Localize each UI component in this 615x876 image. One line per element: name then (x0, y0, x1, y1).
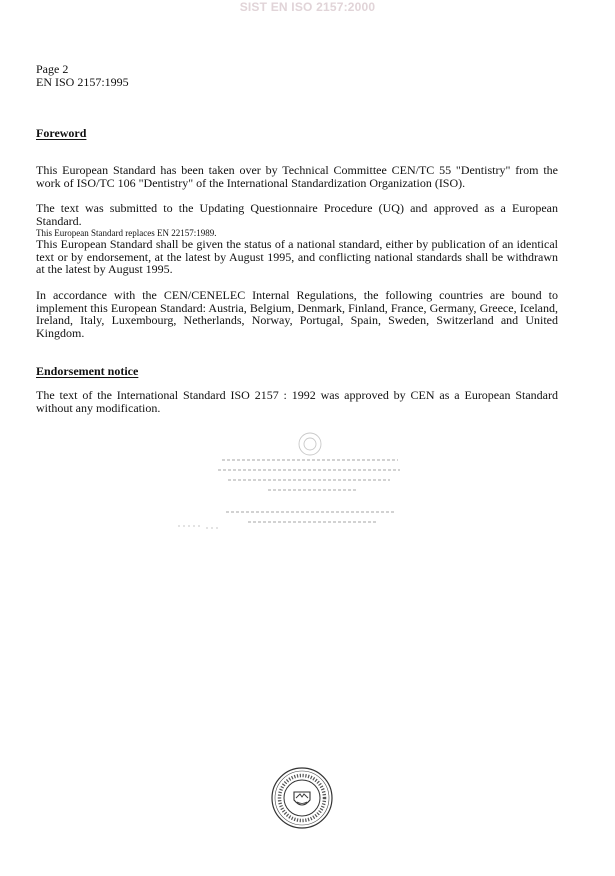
endorsement-heading: Endorsement notice (36, 364, 139, 378)
foreword-paragraph-4: In accordance with the CEN/CENELEC Internal Regulations, the following countries are bound to implement this European Standard: Austria, Belgium, Denmark, Finland, France, Germany, Greece, Iceland, Ireland, Italy, Luxembourg, Netherlands, Norway, Portugal, Spain, Sweden, Switzerland and United Kingdom. (36, 288, 558, 340)
endorsement-paragraph: The text of the International Standard ISO 2157 : 1992 was approved by CEN as a European Standard without any modification. (36, 388, 558, 415)
foreword-paragraph-2: The text was submitted to the Updating Questionnaire Procedure (UQ) and approved as a European Standard. (36, 201, 558, 228)
replaces-note: This European Standard replaces EN 22157:1989. (36, 228, 217, 238)
document-id: EN ISO 2157:1995 (36, 75, 129, 89)
watermark: SIST EN ISO 2157:2000 (239, 0, 376, 14)
foreword-paragraph-1: This European Standard has been taken over by Technical Committee CEN/TC 55 "Dentistry" from the work of ISO/TC 106 "Dentistry" of the International Standardization Organization (ISO). (36, 163, 558, 190)
foreword-heading: Foreword (36, 126, 87, 140)
faded-rubber-stamp-icon (178, 418, 418, 538)
page-number: Page 2 (36, 62, 69, 76)
page-header (36, 63, 129, 89)
foreword-paragraph-3: This European Standard shall be given the status of a national standard, either by publication of an identical text or by endorsement, at the latest by August 1995, and conflicting national standards shall be withdrawn at the latest by August 1995. (36, 237, 558, 277)
round-seal-icon (270, 766, 334, 830)
